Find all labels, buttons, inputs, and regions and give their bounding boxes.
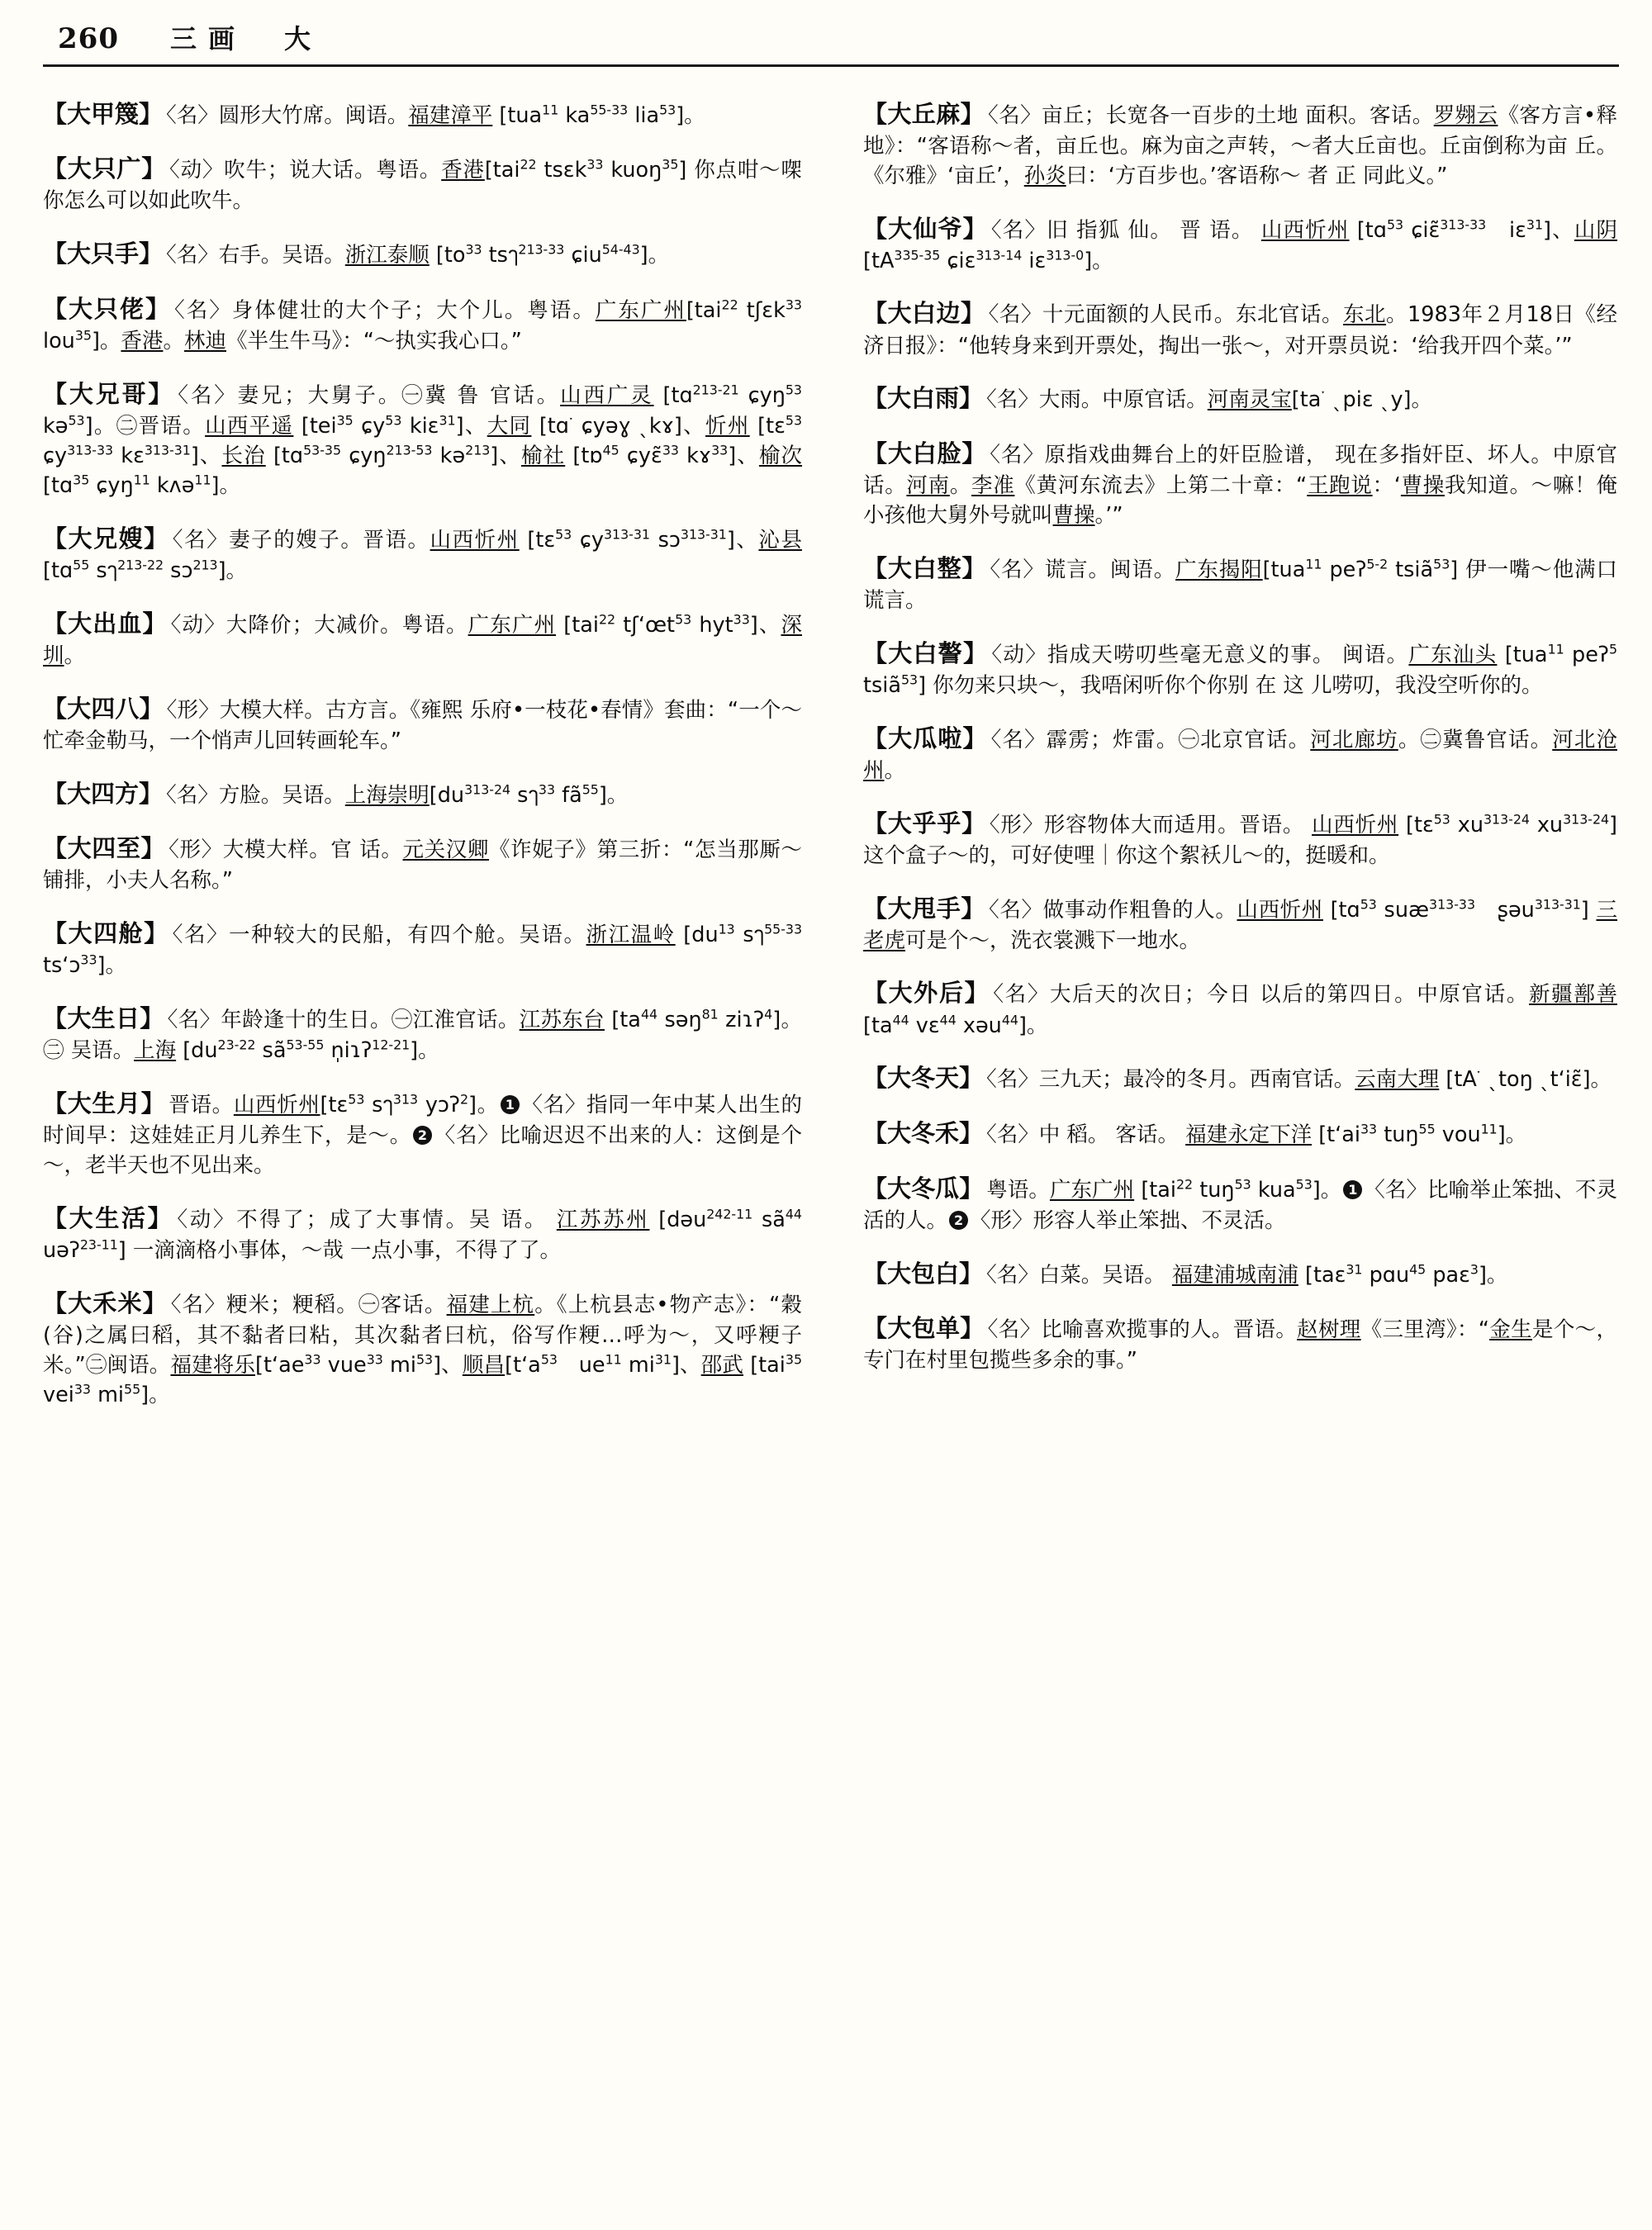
entry-headword: 【大白謷】 [863,638,989,667]
entry-headword: 【大四舱】 [43,919,169,948]
entry-definition: 〈名〉旧 指狐 仙。 晋 语。 山西忻州 [tɑ$^{53}$ ɕiɛ̃$^{313-33}$ iɛ$^{31}$]、山阴 [$tA^{335-35}$ ɕiɛ$^{313-14}$ iɛ$^{313-0}$]。 [863,216,1617,273]
dictionary-entry [863,1061,1617,1095]
entry-definition: 〈名〉粳米；粳稻。㊀客话。福建上杭。《上杭县志•物产志》：“穀(谷)之属曰稻，其不黏者曰粘，其次黏者曰杭，俗写作粳…呼为～，又呼粳子米。”㊁闽语。福建将乐[$t‘ae^{33}$ vue$^{33}$ $mi^{53}$]、顺昌[$t‘a^{53}$ $ue^{11}$ $mi^{31}$]、邵武 [tai$^{35}$ vei$^{33}$ $mi^{55}$]。 [43,1292,802,1408]
running-head-radical: 三画 大 [169,23,322,55]
entry-headword: 【大丘麻】 [863,99,985,128]
dictionary-entry [43,377,802,501]
dictionary-entry [43,692,802,756]
dictionary-entry [43,292,802,356]
entry-definition: 〈名〉方脸。吴语。上海崇明[$du^{313-24}$ sๅ$^{33}$ $fã^{55}$]。 [166,781,629,808]
two-column-body [0,64,1652,2220]
dictionary-entry [43,1202,802,1265]
entry-headword: 【大生活】 [43,1203,174,1232]
dictionary-entry [43,607,802,671]
entry-headword: 【大白整】 [863,554,987,583]
entry-headword: 【大只手】 [43,240,164,268]
entry-definition: 〈名〉十元面额的人民币。东北官话。东北。1983年２月18日《经济日报》：“他转身来到开票处，掏出一张～，对开票员说：‘给我开四个菜。’” [863,302,1617,358]
entry-definition: 〈名〉白菜。吴语。 福建浦城南浦 [taɛ$^{31}$ pɑu$^{45}$ paɛ$^3$]。 [986,1261,1508,1288]
dictionary-entry [43,1287,802,1411]
entry-definition: 〈名〉中 稻。 客话。 福建永定下洋 [$t‘ai^{33}$ tuŋ$^{55}$ vou$^{11}$]。 [986,1121,1527,1147]
entry-headword: 【大瓜啦】 [863,724,988,752]
entry-definition: 〈动〉指成天唠叨些毫无意义的事。 闽语。广东汕头 [tua$^{11}$ peʔ$^5$ tsiã$^{53}$] 你勿来只块～，我唔闲听你个你别 在 这 儿唠叨，我没空听你的。 [863,641,1617,699]
entry-headword: 【大生日】 [43,1004,164,1032]
entry-headword: 【大包白】 [863,1259,984,1288]
entry-headword: 【大包单】 [863,1314,985,1343]
entry-headword: 【大兄嫂】 [43,524,169,553]
dictionary-entry [863,637,1617,700]
entry-definition: 〈名〉右手。吴语。浙江泰顺 [$to^{33}$ tsๅ$^{213-33}$ ɕiu$^{54-43}$]。 [166,241,670,268]
column-right [830,76,1617,2220]
dictionary-entry [43,832,802,895]
dictionary-entry [43,152,802,216]
dictionary-entry [863,892,1617,956]
dictionary-entry [43,237,802,271]
entry-headword: 【大白脸】 [863,439,987,467]
dictionary-entry [863,1117,1617,1151]
entry-definition: 〈形〉大模大样。古方言。《雍熙 乐府•一枝花•春情》套曲：“一个～忙牵金勒马，一个悄声儿回转画轮车。” [43,697,802,753]
entry-headword: 【大白边】 [863,299,985,328]
entry-headword: 【大只广】 [43,154,167,183]
dictionary-entry [43,917,802,980]
dictionary-entry [863,807,1617,871]
column-left [43,76,830,2220]
entry-definition: 〈名〉霹雳；炸雷。㊀北京官话。河北廊坊。㊁冀鲁官话。河北沧州。 [863,727,1617,783]
entry-headword: 【大四方】 [43,779,164,808]
entry-definition: 〈名〉大后天的次日；今日 以后的第四日。中原官话。新疆鄯善 [$ta^{44}$ vɛ$^{44}$ xəu$^{44}$]。 [863,982,1617,1038]
entry-headword: 【大兄哥】 [43,379,175,408]
dictionary-entry [43,522,802,586]
dictionary-entry [863,1172,1617,1236]
dictionary-entry [863,97,1617,192]
dictionary-entry [863,1312,1617,1375]
entry-definition: 晋语。山西忻州[tɛ$^{53}$ sๅ$^{313}$ yɔʔ$^2$]。 1 〈名〉指同一年中某人出生的时间早：这娃娃正月儿养生下，是～。 2 〈名〉比喻迟迟不出来的人：这倒是个～，老半天也不见出来。 [43,1091,802,1179]
entry-definition: 〈动〉不得了；成了大事情。吴 语。 江苏苏州 [dəu$^{242-11}$ $sã^{44}$ uəʔ$^{23-11}$] 一滴滴格小事体，～哉 一点小事，不得了了。 [43,1206,802,1264]
entry-headword: 【大冬天】 [863,1064,984,1093]
dictionary-entry [43,1002,802,1065]
entry-definition: 粤语。广东广州 [tai$^{22}$ tuŋ$^{53}$ kua$^{53}$]。 1 〈名〉比喻举止笨拙、不灵活的人。 2 〈形〉形容人举止笨拙、不灵活。 [863,1176,1617,1233]
entry-definition: 〈名〉原指戏曲舞台上的奸臣脸谱， 现在多指奸臣、坏人。中原官话。河南。李准《黄河东流去》上第二十章：“王跑说：‘曹操我知道。～嘛！俺小孩他大舅外号就叫曹操。’” [863,443,1617,529]
entry-headword: 【大四八】 [43,694,164,723]
dictionary-entry [863,212,1617,276]
dictionary-entry [863,976,1617,1040]
entry-definition: 〈名〉身体健壮的大个子；大个儿。粤语。广东广州[tai$^{22}$ tʃɛk$^{33}$ lou$^{35}$]。香港。林迪《半生牛马》：“～执实我心口。” [43,297,802,353]
dictionary-entry [43,777,802,811]
entry-headword: 【大乎乎】 [863,809,986,837]
entry-headword: 【大冬禾】 [863,1119,984,1147]
entry-definition: 〈动〉吹牛；说大话。粤语。香港[tai$^{22}$ tsɛk$^{33}$ kuoŋ$^{35}$] 你点咁～㗎 你怎么可以如此吹牛。 [43,156,802,214]
entry-headword: 【大甩手】 [863,894,986,923]
entry-definition: 〈形〉形容物体大而适用。晋语。 山西忻州 [tɛ$^{53}$ $xu^{313-24}$ $xu^{313-24}$] 这个盒子～的，可好使哩｜你这个絮袄儿～的，挺暖和。 [863,811,1617,868]
entry-headword: 【大外后】 [863,979,990,1008]
entry-definition: 〈名〉大雨。中原官话。河南灵宝[$ta^ˑ$ ˎpiɛ ˎy]。 [986,386,1433,413]
page-header [0,0,1652,64]
entry-definition: 〈名〉比喻喜欢揽事的人。晋语。赵树理《三里湾》：“金生是个～，专门在村里包揽些多余的事。” [863,1317,1617,1374]
dictionary-entry [863,382,1617,415]
entry-definition: 〈名〉谎言。闽语。广东揭阳[tua$^{11}$ peʔ$^{5-2}$ tsiã$^{53}$] 伊一嘴～他满口谎言。 [863,556,1617,614]
entry-definition: 〈名〉一种较大的民船，有四个舱。吴语。浙江温岭 [$du^{13}$ sๅ$^{55-33}$ ts‘ɔ$^{33}$]。 [43,921,802,979]
entry-definition: 〈形〉大模大样。官 话。元关汉卿《诈妮子》第三折：“怎当那厮～铺排，小夫人名称。” [43,837,802,894]
dictionary-entry [863,722,1617,785]
dictionary-entry [43,97,802,131]
entry-definition: 〈动〉大降价；大减价。粤语。广东广州 [tai$^{22}$ $tʃ‘œt^{53}$ hyt$^{33}$]、深圳。 [43,611,802,668]
dictionary-entry [863,437,1617,531]
page-number: 260 [58,22,119,55]
entry-headword: 【大生月】 [43,1089,166,1117]
entry-definition: 〈名〉做事动作粗鲁的人。山西忻州 [tɑ$^{53}$ suæ$^{313-33}$ ʂəu$^{313-31}$] 三老虎可是个～，洗衣裳溅下一地水。 [863,896,1617,953]
entry-headword: 【大甲篾】 [43,99,164,128]
entry-headword: 【大冬瓜】 [863,1174,984,1203]
entry-definition: 〈名〉圆形大竹席。闽语。福建漳平 [tua$^{11}$ $ka^{55-33}$ lia$^{53}$]。 [166,102,705,128]
entry-headword: 【大四至】 [43,834,166,863]
entry-headword: 【大仙爷】 [863,214,988,243]
entry-headword: 【大白雨】 [863,384,984,413]
entry-definition: 〈名〉亩丘；长宽各一百步的土地 面积。客话。罗翙云《客方言•释地》：“客语称～者，亩丘也。麻为亩之声转，～者大丘亩也。丘亩倒称为亩 丘。《尔雅》‘亩丘’，孙炎曰：‘方百步也。’客语称～ 者 正 同此义。” [863,102,1617,188]
entry-definition: 〈名〉妻子的嫂子。晋语。山西忻州 [tɛ$^{53}$ ɕy$^{313-31}$ sɔ$^{313-31}$]、沁县 [tɑ$^{55}$ sๅ$^{213-22}$ sɔ$^{213}$]。 [43,526,802,584]
dictionary-entry [863,1257,1617,1291]
entry-headword: 【大只佬】 [43,294,172,323]
entry-definition: 〈名〉三九天；最冷的冬月。西南官话。云南大理 [$tA^ˑ$ ˎtoŋ ˎt‘iɛ̃]。 [986,1065,1612,1093]
entry-definition: 〈名〉年龄逢十的生日。㊀江淮官话。江苏东台 [$ta^{44}$ səŋ$^{81}$ ziɿʔ$^4$]。㊁ 吴语。上海 [$du^{23-22}$ $sã^{53-55}$ n̩iɿʔ$^{12-21}$]。 [43,1006,802,1064]
dictionary-entry [863,297,1617,360]
entry-headword: 【大禾米】 [43,1288,168,1317]
dictionary-entry [43,1087,802,1181]
entry-definition: 〈名〉妻兄；大舅子。㊀冀 鲁 官话。山西广灵 [tɑ$^{213-21}$ ɕyŋ$^{53}$ kə$^{53}$]。㊁晋语。山西平遥 [tei$^{35}$ ɕy$^{53}$ kiɛ$^{31}$]、大同 [tɑ$^ˑ$ ɕyəɣ ˎkɤ]、忻州 [tɛ$^{53}$ ɕy$^{313-33}$ kɛ$^{313-31}$]、长治 [tɑ$^{53-35}$ ɕyŋ$^{213-53}$ kə$^{213}$]、榆社 [tɒ$^{45}$ ɕyɛ̃$^{33}$ kɤ$^{33}$]、榆次 [tɑ$^{35}$ ɕyŋ$^{11}$ kʌə$^{11}$]。 [43,382,803,499]
dictionary-entry [863,552,1617,615]
entry-headword: 【大出血】 [43,609,168,638]
